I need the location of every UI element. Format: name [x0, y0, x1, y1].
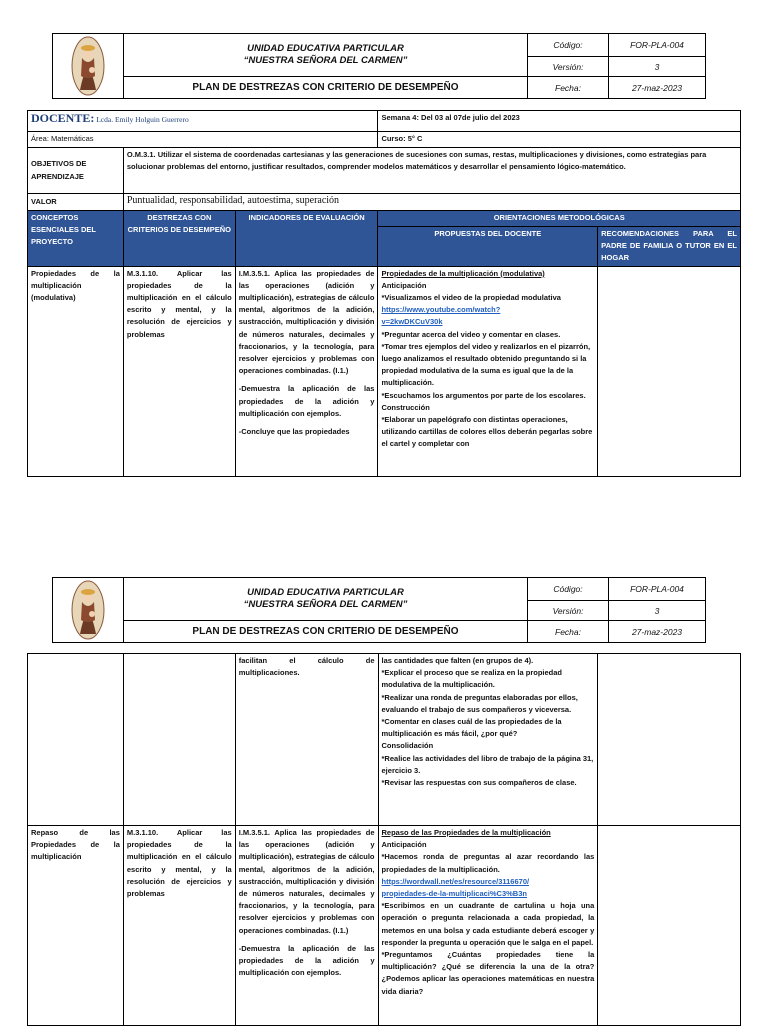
row2-indicador [235, 826, 378, 1026]
row1-destreza: M.3.1.10. Aplicar las propiedades de la multiplicación en el cálculo escrito y mental, y la resolución de ejercicios y problemas [123, 266, 235, 476]
page1-header [52, 33, 706, 99]
school-line1: UNIDAD EDUCATIVA PARTICULAR [247, 587, 404, 599]
row2-propuesta [378, 826, 598, 1026]
plan-table-page1 [27, 110, 741, 477]
docente-row [28, 111, 741, 132]
row2-propuesta-title: Repaso de las Propiedades de la multiplicación [381, 828, 551, 837]
row2-indicador-2: -Demuestra la aplicación de las propiedades de la adición y multiplicación con ejemplos. [238, 943, 375, 978]
row1-concepto: Propiedades de la multiplicación (modulativa) [28, 266, 124, 476]
row1-recomendacion [598, 266, 741, 476]
p2-q3: *Realizar una ronda de preguntas elaboradas por ellos, evaluando el trabajo de sus compañeros y viceversa. [381, 692, 578, 714]
p2-q4: *Comentar en clases cuál de las propiedades de la multiplicación es más fácil, ¿por qué? [381, 717, 562, 739]
row2-anticipacion: Anticipación [381, 840, 427, 850]
row2-r1: *Hacemos ronda de preguntas al azar recordando las propiedades de la multiplicación. [381, 852, 595, 874]
row1-concepto-cont [28, 654, 124, 826]
p2-q2: *Explicar el proceso que se realiza en la propiedad modulativa de la multiplicación. [381, 668, 563, 690]
row1-construccion: Construcción [381, 402, 430, 412]
curso: Curso: 5° C [378, 132, 741, 148]
docente-value: Lcda. Emily Holguin Guerrero [96, 115, 189, 124]
row1-indicador-main: I.M.3.5.1. Aplica las propiedades de las operaciones (adición y multiplicación), estrategias de cálculo mental, algoritmos de la adición, sustracción, multiplicación y división de números naturales, decimales y fraccionarios, y la tecnología, para resolver ejercicios y problemas con operaciones combinadas. (I.1.) [238, 268, 375, 376]
row1-p2: *Preguntar acerca del video y comentar en clases. [381, 329, 561, 339]
table-row [28, 266, 741, 476]
version-value: 3 [609, 600, 706, 621]
plan-title: PLAN DE DESTREZAS CON CRITERIO DE DESEMPEÑO [124, 77, 528, 99]
version-label: Versión: [528, 600, 609, 621]
row2-destreza: M.3.1.10. Aplicar las propiedades de la multiplicación en el cálculo escrito y mental, y la resolución de ejercicios y problemas [123, 826, 235, 1026]
wordwall-link-line2[interactable]: propiedades-de-la-multiplicaci%C3%B3n [381, 889, 527, 899]
code-label: Código: [528, 578, 609, 601]
docente-label: DOCENTE: [31, 111, 95, 125]
row1-recomendacion-cont [598, 654, 741, 826]
school-logo-cell [53, 34, 124, 99]
objetivos-label: OBJETIVOS DE APRENDIZAJE [28, 148, 124, 194]
col-conceptos: CONCEPTOS ESENCIALES DEL PROYECTO [28, 211, 124, 267]
school-line1: UNIDAD EDUCATIVA PARTICULAR [247, 43, 404, 55]
page2-header [52, 577, 706, 643]
valor-label: VALOR [28, 194, 124, 211]
row1-indicador [235, 266, 378, 476]
date-label: Fecha: [528, 77, 609, 99]
date-value: 27-maz-2023 [609, 621, 706, 643]
wordwall-link-line1[interactable]: https://wordwall.net/es/resource/3116670/ [381, 876, 530, 886]
school-line2: “NUESTRA SEÑORA DEL CARMEN” [243, 55, 408, 67]
p2-q1: las cantidades que falten (en grupos de 4). [381, 656, 534, 665]
row2-r2: *Escribimos en un cuadrante de cartulina u hoja una operación o pregunta relacionada a cada propiedad, la metemos en una bolsa y cada estudiante deberá escoger y responder la pregunta u operación que le salga en el papel. [381, 901, 595, 947]
docente-cell [28, 111, 378, 132]
semana: Semana 4: Del 03 al 07de julio del 2023 [378, 111, 741, 132]
col-destrezas: DESTREZAS CON CRITERIOS DE DESEMPEÑO [123, 211, 235, 267]
col-propuestas: PROPUESTAS DEL DOCENTE [378, 227, 598, 267]
school-name [124, 34, 528, 77]
plan-title: PLAN DE DESTREZAS CON CRITERIO DE DESEMPEÑO [124, 621, 528, 643]
p2-q6: *Revisar las respuestas con sus compañeros de clase. [381, 778, 577, 788]
p2-consolidacion: Consolidación [381, 741, 434, 751]
row1-indicador-2: -Demuestra la aplicación de las propiedades de la adición y multiplicación con ejemplos. [238, 384, 375, 418]
row1-p3: *Tomar tres ejemplos del video y realizarlos en el pizarrón, luego analizamos el resultado obtenido preguntando si la propiedad modulativa de la suma es igual que la de la multiplicación. [381, 341, 591, 388]
school-logo-cell [53, 578, 124, 643]
version-label: Versión: [528, 56, 609, 77]
youtube-link-line1[interactable]: https://www.youtube.com/watch? [381, 305, 501, 315]
row2-recomendacion [598, 826, 741, 1026]
row2-indicador-main: I.M.3.5.1. Aplica las propiedades de las operaciones (adición y multiplicación), estrategias de cálculo mental, algoritmos de la adición, sustracción, multiplicación y división de números naturales, decimales y fraccionarios, y la tecnología, para resolver ejercicios y problemas con operaciones combinadas. (I.1.) [238, 828, 375, 935]
plan-table-page2 [27, 653, 741, 1026]
col-recomendaciones: RECOMENDACIONES PARA EL PADRE DE FAMILIA O TUTOR EN EL HOGAR [598, 227, 741, 267]
table-row [28, 826, 741, 1026]
date-value: 27-maz-2023 [609, 77, 706, 99]
p2-q5: *Realice las actividades del libro de trabajo de la página 31, ejercicio 3. [381, 753, 594, 775]
row1-propuesta-title: Propiedades de la multiplicación (modulativa) [381, 268, 545, 278]
youtube-link-line2[interactable]: v=2kwDKCuV30k [381, 317, 443, 327]
row1-propuesta-cont [378, 654, 598, 826]
code-label: Código: [528, 34, 609, 57]
row1-indicador-cont: facilitan el cálculo de multiplicaciones. [235, 654, 378, 826]
virgin-carmen-logo-icon [71, 580, 105, 640]
table-row [28, 654, 741, 826]
area: Área: Matemáticas [28, 132, 378, 148]
row2-concepto: Repaso de las Propiedades de la multiplicación [28, 826, 124, 1026]
row2-r3: *Preguntamos ¿Cuántas propiedades tiene la multiplicación? ¿Qué se diferencia la una de la otra? ¿Podemos aplicar las operaciones matemáticas en nuestra vida diaria? [381, 950, 595, 996]
date-label: Fecha: [528, 621, 609, 643]
row1-anticipacion: Anticipación [381, 280, 427, 290]
school-line2: “NUESTRA SEÑORA DEL CARMEN” [243, 599, 408, 611]
row1-destreza-cont [123, 654, 235, 826]
row1-indicador-3: -Concluye que las propiedades [238, 427, 350, 437]
col-orientaciones: ORIENTACIONES METODOLÓGICAS [378, 211, 741, 227]
code-value: FOR-PLA-004 [609, 34, 706, 57]
row1-propuesta [378, 266, 598, 476]
col-indicadores: INDICADORES DE EVALUACIÓN [235, 211, 378, 267]
code-value: FOR-PLA-004 [609, 578, 706, 601]
virgin-carmen-logo-icon [71, 36, 105, 96]
school-name [124, 578, 528, 621]
objetivos-value: O.M.3.1. Utilizar el sistema de coordenadas cartesianas y las generaciones de sucesiones con sumas, restas, multiplicaciones y divisiones, como estrategias para solucionar problemas del entorno, justificar resultados, comprender modelos matemáticos y desarrollar el pensamiento lógico-matemático. [123, 148, 740, 194]
valor-value: Puntualidad, responsabilidad, autoestima, superación [123, 194, 740, 211]
version-value: 3 [609, 56, 706, 77]
row1-p1: *Visualizamos el video de la propiedad modulativa [381, 293, 561, 303]
row1-p4: *Escuchamos los argumentos por parte de los escolares. [381, 390, 586, 400]
row1-p5: *Elaborar un papelógrafo con distintas operaciones, utilizando cartillas de colores ellos deberán pegarlas sobre el cartel y completar con [381, 415, 593, 449]
